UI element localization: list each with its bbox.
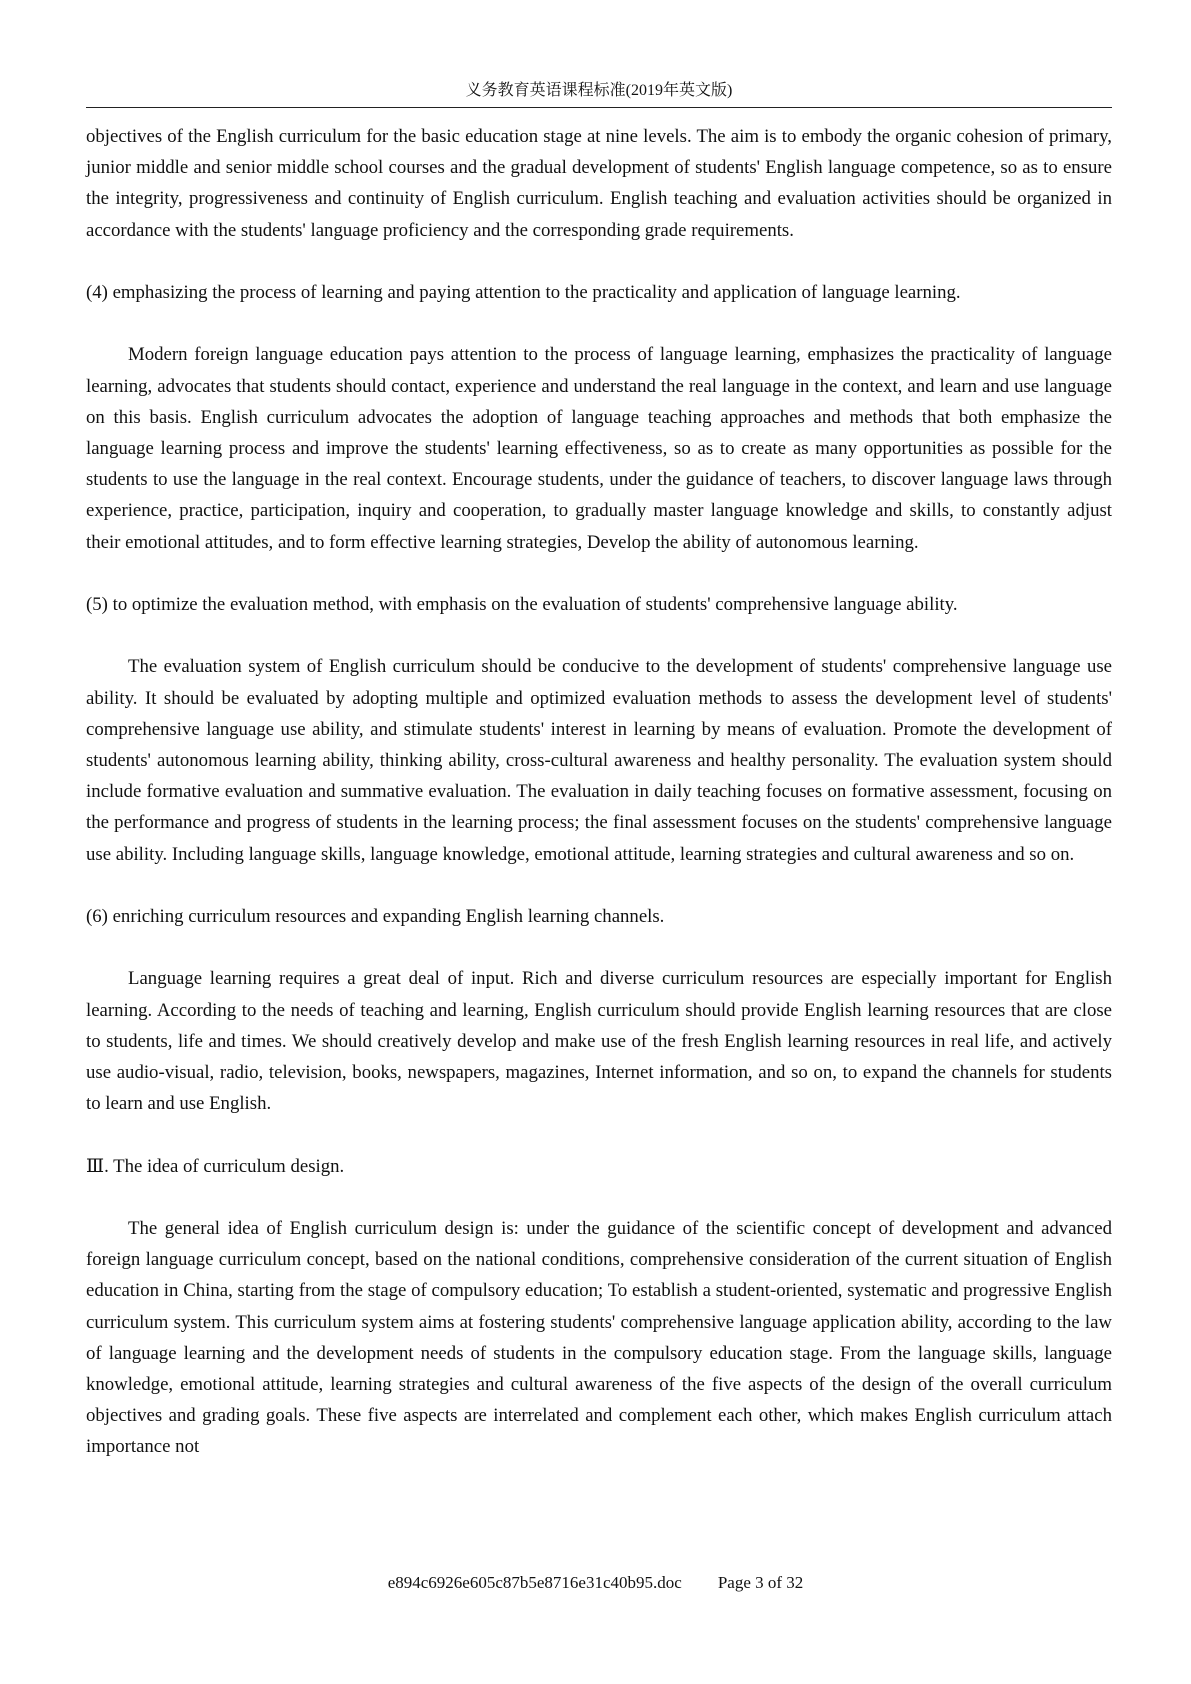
footer-filename: e894c6926e605c87b5e8716e31c40b95.doc (387, 1573, 682, 1592)
body-paragraph: The general idea of English curriculum design is: under the guidance of the scientific concept of development and advanced foreign language curriculum concept, based on the national conditions, comprehensive consideration of the current situation of English education in China, starting from the stage of compulsory education; To establish a student-oriented, systematic and progressive English curriculum system. This curriculum system aims at fostering students' comprehensive language application ability, according to the law of language learning and the development needs of students in the compulsory education stage. From the language skills, language knowledge, emotional attitude, learning strategies and cultural awareness of the five aspects of the design of the overall curriculum objectives and grading goals. These five aspects are interrelated and complement each other, which makes English curriculum attach importance not (86, 1217, 1112, 1458)
section-heading-iii: Ⅲ. The idea of curriculum design. (86, 1155, 345, 1177)
footer-page-number: Page 3 of 32 (717, 1573, 804, 1592)
section-heading-5: (5) to optimize the evaluation method, with emphasis on the evaluation of students' comprehensive language ability. (86, 594, 958, 615)
page-footer (0, 1572, 1191, 1594)
body-paragraph: Modern foreign language education pays attention to the process of language learning, emphasizes the practicality of language learning, advocates that students should contact, experience and understand the real language in the context, and learn and use language on this basis. English curriculum advocates the adoption of language teaching approaches and methods that both emphasize the language learning process and improve the students' learning effectiveness, so as to create as many opportunities as possible for the students to use the language in the real context. Encourage students, under the guidance of teachers, to discover language laws through experience, practice, participation, inquiry and cooperation, to gradually master language knowledge and skills, to constantly adjust their emotional attitudes, and to form effective learning strategies, Develop the ability of autonomous learning. (86, 344, 1112, 553)
page-header: 义务教育英语课程标准(2019年英文版) (465, 82, 733, 99)
page-body (86, 121, 1112, 1463)
body-paragraph: The evaluation system of English curriculum should be conducive to the development of students' comprehensive language use ability. It should be evaluated by adopting multiple and optimized evaluation methods to assess the development level of students' comprehensive language use ability, and stimulate students' interest in learning by means of evaluation. Promote the development of students' autonomous learning ability, thinking ability, cross-cultural awareness and healthy personality. The evaluation system should include formative evaluation and summative evaluation. The evaluation in daily teaching focuses on formative assessment, focusing on the performance and progress of students in the learning process; the final assessment focuses on the students' comprehensive language use ability. Including language skills, language knowledge, emotional attitude, learning strategies and cultural awareness and so on. (86, 656, 1112, 865)
section-heading-6: (6) enriching curriculum resources and expanding English learning channels. (86, 906, 665, 927)
body-paragraph: Language learning requires a great deal of input. Rich and diverse curriculum resources are especially important for English learning. According to the needs of teaching and learning, English curriculum should provide English learning resources that are close to students, life and times. We should creatively develop and make use of the fresh English learning resources in real life, and actively use audio-visual, radio, television, books, newspapers, magazines, Internet information, and so on, to expand the channels for students to learn and use English. (86, 968, 1112, 1115)
section-heading-4: (4) emphasizing the process of learning and paying attention to the practicality and application of language learning. (86, 282, 961, 303)
header-divider (86, 107, 1112, 108)
body-paragraph: objectives of the English curriculum for the basic education stage at nine levels. The aim is to embody the organic cohesion of primary, junior middle and senior middle school courses and the gradual development of students' English language competence, so as to ensure the integrity, progressiveness and continuity of English curriculum. English teaching and evaluation activities should be organized in accordance with the students' language proficiency and the corresponding grade requirements. (86, 126, 1112, 241)
